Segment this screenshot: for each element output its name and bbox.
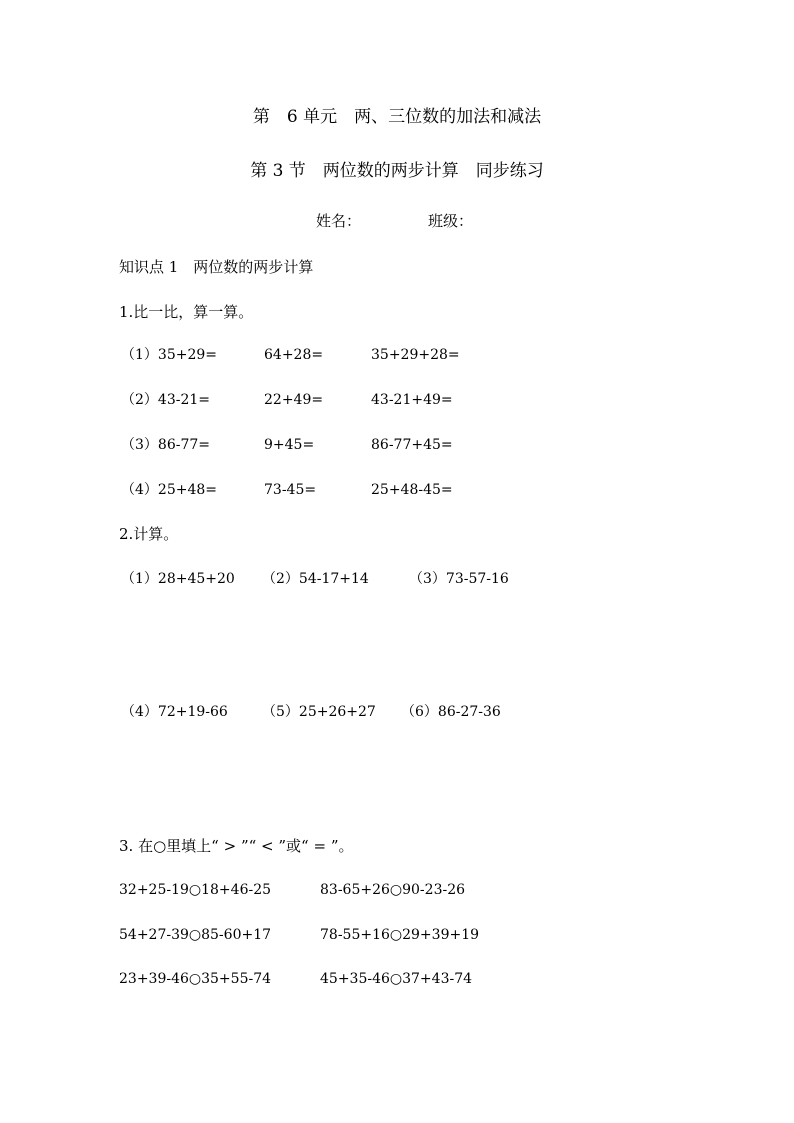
knowledge-point-heading: 知识点 1 两位数的两步计算 [119,258,314,276]
q3-heading: 3. 在○里填上“ > ”“ < ”或“ = ”。 [119,837,354,855]
q2-item: （4）72+19-66 [121,704,228,720]
q3-item: 45+35-46○37+43-74 [320,971,473,987]
q2-item: （2）54-17+14 [262,571,369,587]
q1-item: 9+45= [264,437,315,453]
q2-item: （3）73-57-16 [409,571,509,587]
q3-item: 32+25-19○18+46-25 [119,882,272,898]
q2-item: （5）25+26+27 [262,704,376,720]
q1-item: （2）43-21= [121,392,210,408]
q3-item: 23+39-46○35+55-74 [119,971,272,987]
q1-item: 22+49= [264,392,324,408]
q3-item: 54+27-39○85-60+17 [119,927,272,943]
q2-item: （6）86-27-36 [401,704,501,720]
q1-item: 43-21+49= [371,392,453,408]
q3-item: 78-55+16○29+39+19 [320,927,480,943]
q1-heading: 1.比一比，算一算。 [119,303,254,321]
q1-item: 86-77+45= [371,437,453,453]
class-label: 班级： [428,212,474,230]
q1-item: 35+29+28= [371,347,460,363]
q1-item: 73-45= [264,482,317,498]
q1-item: （4）25+48= [121,482,217,498]
unit-title: 第 6 单元 两、三位数的加法和减法 [252,107,542,127]
section-title: 第 3 节 两位数的两步计算 同步练习 [250,161,544,181]
q1-item: 25+48-45= [371,482,453,498]
q2-item: （1）28+45+20 [121,571,235,587]
q1-item: （3）86-77= [121,437,210,453]
q1-item: （1）35+29= [121,347,217,363]
q1-item: 64+28= [264,347,324,363]
q3-item: 83-65+26○90-23-26 [320,882,466,898]
name-label: 姓名： [316,212,362,230]
q2-heading: 2.计算。 [119,525,179,543]
